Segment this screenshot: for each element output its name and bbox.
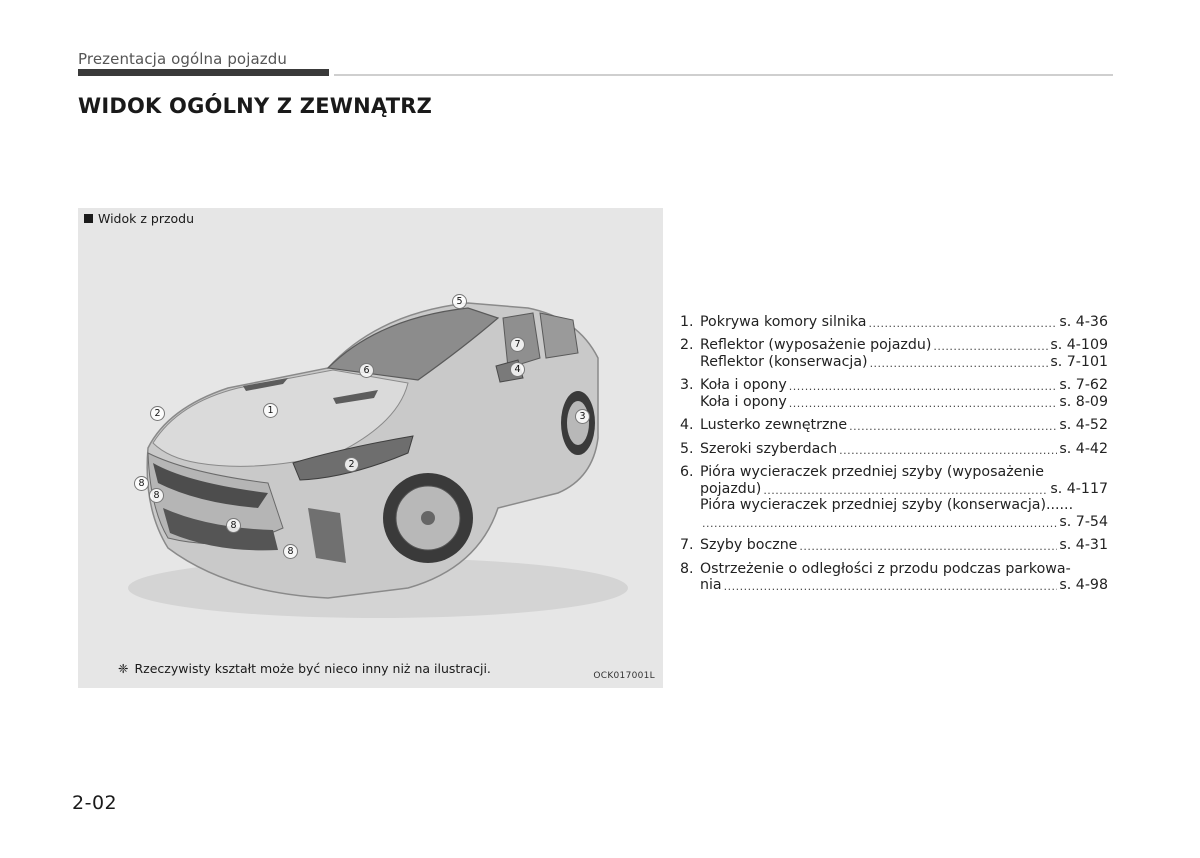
index-line: [680, 464, 1108, 481]
callout-7: 7: [510, 337, 525, 352]
index-entry: [680, 377, 1108, 410]
dot-leader: [702, 516, 1057, 530]
entry-text: Reflektor (wyposażenie pojazdu): [700, 337, 932, 353]
page-reference: s. 4-31: [1059, 537, 1108, 553]
index-line: [680, 417, 1108, 434]
callout-8d: 8: [283, 544, 298, 559]
figure-code: OCK017001L: [593, 671, 655, 681]
dot-leader: [724, 579, 1058, 593]
figure-note: [118, 661, 491, 676]
index-line: [680, 537, 1108, 554]
page-reference: s. 4-109: [1050, 337, 1108, 353]
index-line: [680, 577, 1108, 594]
page-reference: s. 7-101: [1050, 353, 1108, 370]
parts-index: [680, 313, 1108, 600]
note-text: Rzeczywisty kształt może być nieco inny niż na ilustracji.: [134, 661, 491, 676]
entry-text: nia: [700, 577, 722, 593]
figure-caption: [84, 211, 194, 226]
index-line: [680, 313, 1108, 330]
page-reference: s. 7-54: [1059, 513, 1108, 530]
entry-number: 2.: [680, 337, 694, 353]
entry-text: Pióra wycieraczek przedniej szyby (wyposażenie: [700, 464, 1045, 480]
callout-8b: 8: [149, 488, 164, 503]
entry-number: 8.: [680, 560, 694, 577]
callout-2: 2: [150, 406, 165, 421]
callout-5: 5: [452, 294, 467, 309]
dot-leader: [933, 339, 1048, 353]
entry-number: 7.: [680, 537, 694, 553]
entry-text: Pióra wycieraczek przedniej szyby (konserwacja)......: [700, 497, 1074, 513]
entry-number: 6.: [680, 464, 694, 480]
page-reference: s. 8-09: [1059, 393, 1108, 410]
page-reference: s. 4-117: [1050, 480, 1108, 497]
entry-text: Szyby boczne: [700, 537, 798, 553]
index-line: [680, 393, 1108, 410]
callout-3: 3: [575, 409, 590, 424]
caption-text: Widok z przodu: [98, 211, 195, 226]
entry-number: 3.: [680, 377, 694, 393]
dot-leader: [849, 419, 1057, 433]
note-symbol-icon: ❈: [118, 661, 129, 676]
entry-number: 1.: [680, 313, 694, 330]
index-entry: [680, 464, 1108, 530]
dot-leader: [870, 356, 1049, 370]
section-rule: [334, 74, 1113, 76]
entry-text: pojazdu): [700, 480, 762, 497]
index-line: [680, 513, 1108, 530]
entry-text: Koła i opony: [700, 377, 787, 393]
car-figure: [78, 208, 663, 688]
page-reference: s. 4-52: [1059, 417, 1108, 433]
section-bar: [78, 69, 329, 76]
entry-text: Szeroki szyberdach: [700, 440, 838, 457]
index-line: [680, 440, 1108, 457]
dot-leader: [789, 396, 1058, 410]
dot-leader: [789, 379, 1058, 393]
dot-leader: [799, 539, 1057, 553]
index-line: [680, 377, 1108, 394]
callout-8c: 8: [226, 518, 241, 533]
entry-number: 5.: [680, 440, 694, 457]
callout-4: 4: [510, 362, 525, 377]
index-entry: [680, 417, 1108, 434]
entry-text: Koła i opony: [700, 393, 787, 410]
section-header: [78, 50, 1113, 80]
page-reference: s. 4-42: [1059, 440, 1108, 457]
entry-text: Reflektor (konserwacja): [700, 353, 868, 370]
index-line: [680, 480, 1108, 497]
callout-6: 6: [359, 363, 374, 378]
car-illustration: [78, 208, 663, 688]
index-line: [680, 497, 1108, 514]
dot-leader: [839, 443, 1057, 457]
entry-number: 4.: [680, 417, 694, 433]
index-entry: [680, 337, 1108, 370]
dot-leader: [763, 483, 1048, 497]
entry-text: Lusterko zewnętrzne: [700, 417, 848, 433]
dot-leader: [868, 316, 1057, 330]
callout-1: 1: [263, 403, 278, 418]
entry-text: Ostrzeżenie o odległości z przodu podczas parkowa-: [700, 560, 1071, 577]
index-entry: [680, 537, 1108, 554]
index-entry: [680, 313, 1108, 330]
index-line: [680, 337, 1108, 354]
page-reference: s. 7-62: [1059, 377, 1108, 393]
index-line: [680, 560, 1108, 577]
callout-2b: 2: [344, 457, 359, 472]
page-reference: s. 4-98: [1059, 577, 1108, 593]
section-label: Prezentacja ogólna pojazdu: [78, 50, 287, 68]
page-reference: s. 4-36: [1059, 313, 1108, 330]
page-title: WIDOK OGÓLNY Z ZEWNĄTRZ: [78, 94, 433, 118]
index-entry: [680, 440, 1108, 457]
index-entry: [680, 560, 1108, 593]
index-line: [680, 353, 1108, 370]
entry-text: Pokrywa komory silnika: [700, 313, 867, 330]
caption-square-icon: [84, 214, 93, 223]
page-number: 2-02: [72, 792, 118, 814]
callout-8a: 8: [134, 476, 149, 491]
